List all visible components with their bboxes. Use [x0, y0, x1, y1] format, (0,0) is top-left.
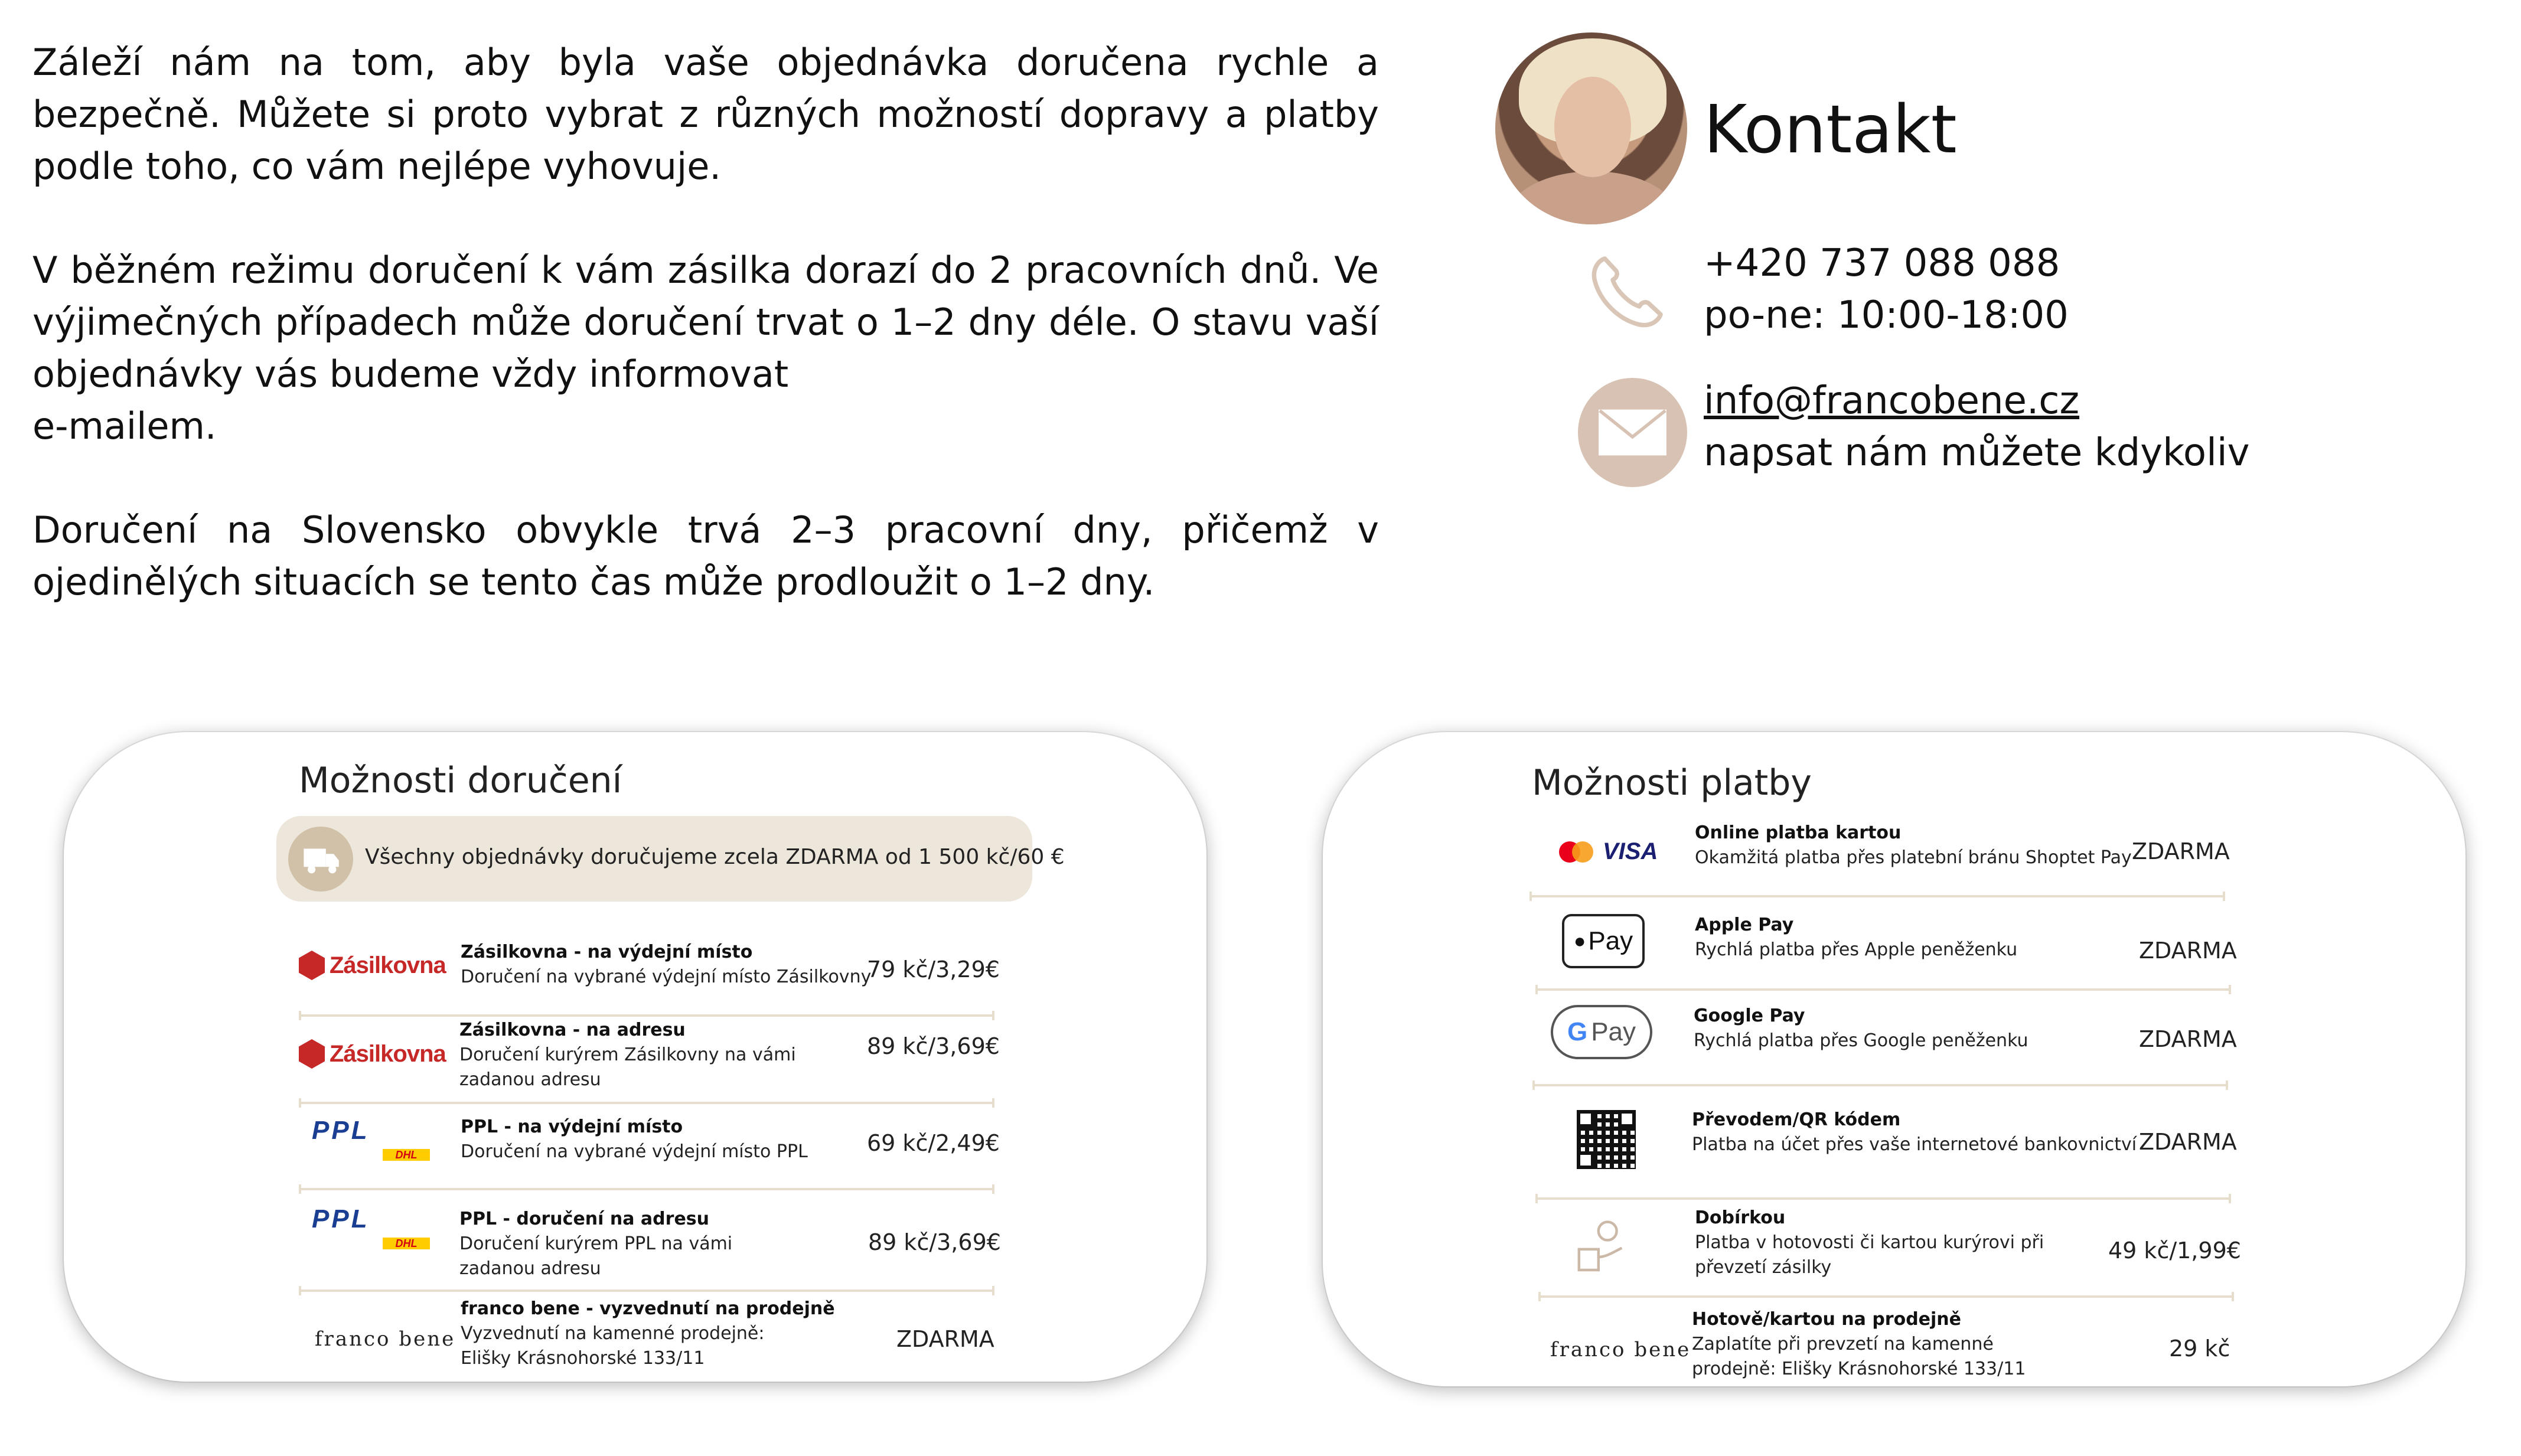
phone-icon [1583, 248, 1671, 337]
apple-icon: ● [1573, 929, 1586, 952]
payment-option-price: ZDARMA [2139, 1026, 2237, 1052]
delivery-option-name: Zásilkovna - na adresu [459, 1020, 686, 1040]
delivery-option-price: 89 kč/3,69€ [868, 1229, 1001, 1255]
payment-option-name: Dobírkou [1695, 1207, 1786, 1228]
delivery-option-desc: Doručení kurýrem PPL na vámi zadanou adresu [459, 1233, 733, 1279]
delivery-option-price: 79 kč/3,29€ [867, 956, 1000, 982]
contact-phone[interactable]: +420 737 088 088 [1704, 241, 2060, 285]
delivery-option-desc: Doručení na vybrané výdejní místo PPL [461, 1141, 808, 1162]
intro-paragraph-2 [32, 244, 1379, 452]
zasilkovna-logo [299, 951, 446, 980]
google-g-icon: G [1567, 1017, 1588, 1046]
intro-text [32, 37, 1379, 608]
free-shipping-text: Všechny objednávky doručujeme zcela ZDARMA od 1 500 kč/60 € [365, 845, 1065, 869]
free-shipping-banner [276, 816, 1065, 902]
qr-code-icon [1577, 1110, 1636, 1169]
payment-title: Možnosti platby [1532, 762, 1812, 804]
separator [299, 1014, 994, 1017]
delivery-option-desc: Doručení na vybrané výdejní místo Zásilkovny [461, 967, 872, 987]
franco-bene-logo: franco bene [1550, 1338, 1691, 1362]
intro-paragraph-2-text: V běžném režimu doručení k vám zásilka dorazí do 2 pracovních dnů. Ve výjimečných případech může doručení trvat o 1–2 dny déle. O stavu vaší objednávky vás budeme vždy informovat [32, 249, 1379, 396]
payment-option-desc: Zaplatíte při prevzetí na kamenné prodejně: Elišky Krásnohorské 133/11 [1692, 1334, 2026, 1379]
intro-paragraph-2-end: e-mailem. [32, 404, 217, 448]
zasilkovna-logo [299, 1039, 446, 1069]
payment-option-price: ZDARMA [2132, 838, 2230, 864]
payment-option-price: ZDARMA [2139, 938, 2237, 964]
zasilkovna-logo-text: Zásilkovna [330, 1040, 446, 1067]
delivery-options-card [64, 732, 1206, 1382]
delivery-option-name: franco bene - vyzvednutí na prodejně [461, 1298, 835, 1319]
delivery-option-price: ZDARMA [896, 1326, 994, 1352]
avatar [1495, 32, 1687, 224]
payment-option-desc: Platba v hotovosti či kartou kurýrovi při převzetí zásilky [1695, 1232, 2044, 1278]
ppl-logo-text: PPL [312, 1204, 370, 1233]
dhl-badge-icon: DHL [383, 1238, 430, 1249]
google-pay-logo-text: Pay [1591, 1017, 1636, 1046]
delivery-option-price: 89 kč/3,69€ [867, 1033, 1000, 1059]
ppl-logo [312, 1116, 439, 1175]
truck-icon [288, 827, 353, 892]
visa-logo: VISA [1603, 838, 1658, 864]
cash-on-delivery-icon [1567, 1212, 1632, 1277]
dhl-badge-icon: DHL [383, 1149, 430, 1161]
payment-option-price: 49 kč/1,99€ [2108, 1238, 2241, 1264]
ppl-logo-text: PPL [312, 1116, 370, 1145]
separator [1535, 988, 2231, 991]
delivery-option-desc: Doručení kurýrem Zásilkovny na vámi zadanou adresu [459, 1044, 796, 1090]
delivery-title: Možnosti doručení [299, 760, 622, 801]
google-pay-logo [1551, 1005, 1652, 1059]
apple-pay-logo [1562, 914, 1645, 968]
payment-option-price: ZDARMA [2139, 1129, 2237, 1155]
contact-email-note: napsat nám můžete kdykoliv [1704, 431, 2250, 475]
separator [299, 1188, 994, 1190]
franco-bene-logo: franco bene [315, 1327, 456, 1351]
contact-hours: po-ne: 10:00-18:00 [1704, 293, 2069, 337]
contact-email-link[interactable]: info@francobene.cz [1704, 379, 2080, 423]
payment-option-name: Online platba kartou [1695, 822, 1902, 843]
ppl-logo [312, 1204, 439, 1264]
payment-option-name: Google Pay [1694, 1006, 1805, 1026]
zasilkovna-logo-text: Zásilkovna [330, 952, 446, 978]
separator [1532, 1084, 2228, 1086]
separator [1535, 1197, 2231, 1200]
intro-paragraph-1: Záleží nám na tom, aby byla vaše objednávka doručena rychle a bezpečně. Můžete si proto vybrat z různých možností dopravy a platby podle toho, co vám nejlépe vyhovuje. [32, 41, 1379, 188]
contact-title: Kontakt [1704, 92, 1957, 168]
separator [299, 1289, 994, 1292]
payment-option-name: Hotově/kartou na prodejně [1692, 1309, 1962, 1330]
card-brands-logo [1559, 838, 1658, 865]
delivery-option-name: PPL - doručení na adresu [459, 1209, 710, 1229]
separator [1538, 1295, 2234, 1298]
mail-icon [1578, 378, 1687, 487]
delivery-option-name: PPL - na výdejní místo [461, 1117, 683, 1137]
payment-option-name: Apple Pay [1695, 915, 1794, 935]
separator [299, 1102, 994, 1104]
mastercard-icon [1559, 841, 1594, 863]
payment-option-desc: Rychlá platba přes Google peněženku [1694, 1030, 2028, 1051]
delivery-option-name: Zásilkovna - na výdejní místo [461, 942, 753, 962]
separator [1529, 895, 2225, 897]
delivery-option-desc: Vyzvednutí na kamenné prodejně: Elišky Krásnohorské 133/11 [461, 1323, 765, 1369]
payment-options-card [1323, 732, 2465, 1386]
payment-option-name: Převodem/QR kódem [1692, 1109, 1901, 1130]
payment-option-price: 29 kč [2169, 1336, 2230, 1362]
intro-paragraph-3: Doručení na Slovensko obvykle trvá 2–3 pracovní dny, přičemž v ojedinělých situacích se tento čas může prodloužit o 1–2 dny. [32, 508, 1379, 603]
apple-pay-logo-text: Pay [1588, 926, 1633, 955]
payment-option-desc: Okamžitá platba přes platební bránu Shoptet Pay [1695, 847, 2132, 868]
delivery-option-price: 69 kč/2,49€ [867, 1130, 1000, 1156]
payment-option-desc: Rychlá platba přes Apple peněženku [1695, 939, 2018, 960]
payment-option-desc: Platba na účet přes vaše internetové bankovnictví [1692, 1134, 2137, 1155]
